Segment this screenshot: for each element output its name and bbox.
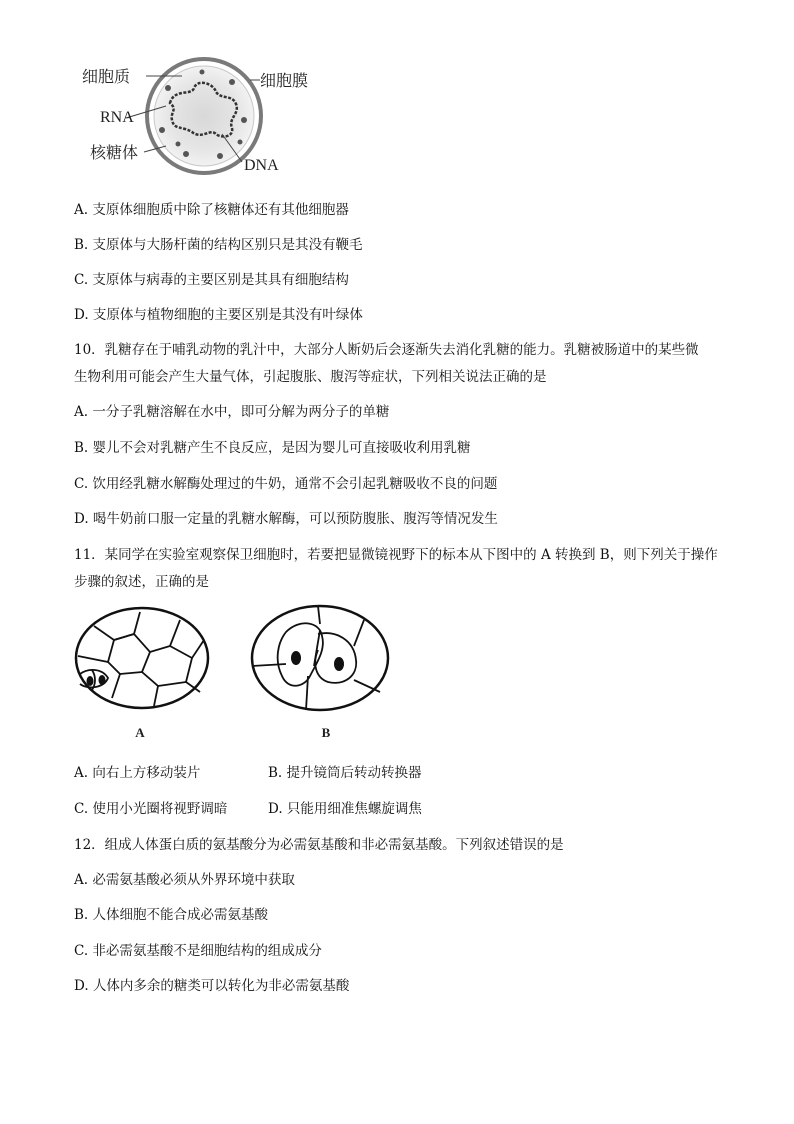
q12-option-d: D. 人体内多余的糖类可以转化为非必需氨基酸 <box>74 978 350 994</box>
label-rna: RNA <box>100 109 134 126</box>
q9-option-b: B. 支原体与大肠杆菌的结构区别只是其没有鞭毛 <box>74 237 363 253</box>
label-dna: DNA <box>244 157 279 174</box>
q11-option-d: D. 只能用细准焦螺旋调焦 <box>268 801 422 817</box>
q12-stem: 12．组成人体蛋白质的氨基酸分为必需氨基酸和非必需氨基酸。下列叙述错误的是 <box>74 837 564 853</box>
view-b <box>252 606 388 740</box>
microscope-views-figure <box>74 606 404 742</box>
q10-option-d: D. 喝牛奶前口服一定量的乳糖水解酶，可以预防腹胀、腹泻等情况发生 <box>74 511 498 527</box>
q9-option-a: A. 支原体细胞质中除了核糖体还有其他细胞器 <box>74 202 349 218</box>
view-a <box>76 608 208 740</box>
q12-option-c: C. 非必需氨基酸不是细胞结构的组成成分 <box>74 943 322 959</box>
cytoplasm-area <box>154 66 254 166</box>
q12-option-a: A. 必需氨基酸必须从外界环境中获取 <box>74 872 295 888</box>
figure-label-b: B <box>321 725 331 740</box>
q10-stem-line1: 10．乳糖存在于哺乳动物的乳汁中，大部分人断奶后会逐渐失去消化乳糖的能力。乳糖被肠道中的某些微 <box>74 342 699 358</box>
label-ribosome: 核糖体 <box>90 145 139 162</box>
figure-label-a: A <box>135 725 145 740</box>
q11-option-a: A. 向右上方移动装片 <box>74 765 201 781</box>
q11-option-b: B. 提升镜筒后转动转换器 <box>268 765 422 781</box>
q11-option-c: C. 使用小光圈将视野调暗 <box>74 801 228 817</box>
label-cytoplasm: 细胞质 <box>82 69 131 86</box>
q12-option-b: B. 人体细胞不能合成必需氨基酸 <box>74 907 269 923</box>
q10-stem-line2: 生物利用可能会产生大量气体，引起腹胀、腹泻等症状，下列相关说法正确的是 <box>74 369 547 385</box>
q10-option-c: C. 饮用经乳糖水解酶处理过的牛奶，通常不会引起乳糖吸收不良的问题 <box>74 476 498 492</box>
q11-stem-line1: 11．某同学在实验室观察保卫细胞时，若要把显微镜视野下的标本从下图中的 A 转换到 B，则下列关于操作 <box>74 547 718 563</box>
q10-option-a: A. 一分子乳糖溶解在水中，即可分解为两分子的单糖 <box>74 404 390 420</box>
q9-option-d: D. 支原体与植物细胞的主要区别是其没有叶绿体 <box>74 307 363 323</box>
q10-option-b: B. 婴儿不会对乳糖产生不良反应，是因为婴儿可直接吸收利用乳糖 <box>74 440 471 456</box>
label-membrane: 细胞膜 <box>260 73 309 90</box>
mycoplasma-figure <box>82 58 309 178</box>
q11-stem-line2: 步骤的叙述，正确的是 <box>74 574 209 590</box>
q9-option-c: C. 支原体与病毒的主要区别是其具有细胞结构 <box>74 272 349 288</box>
